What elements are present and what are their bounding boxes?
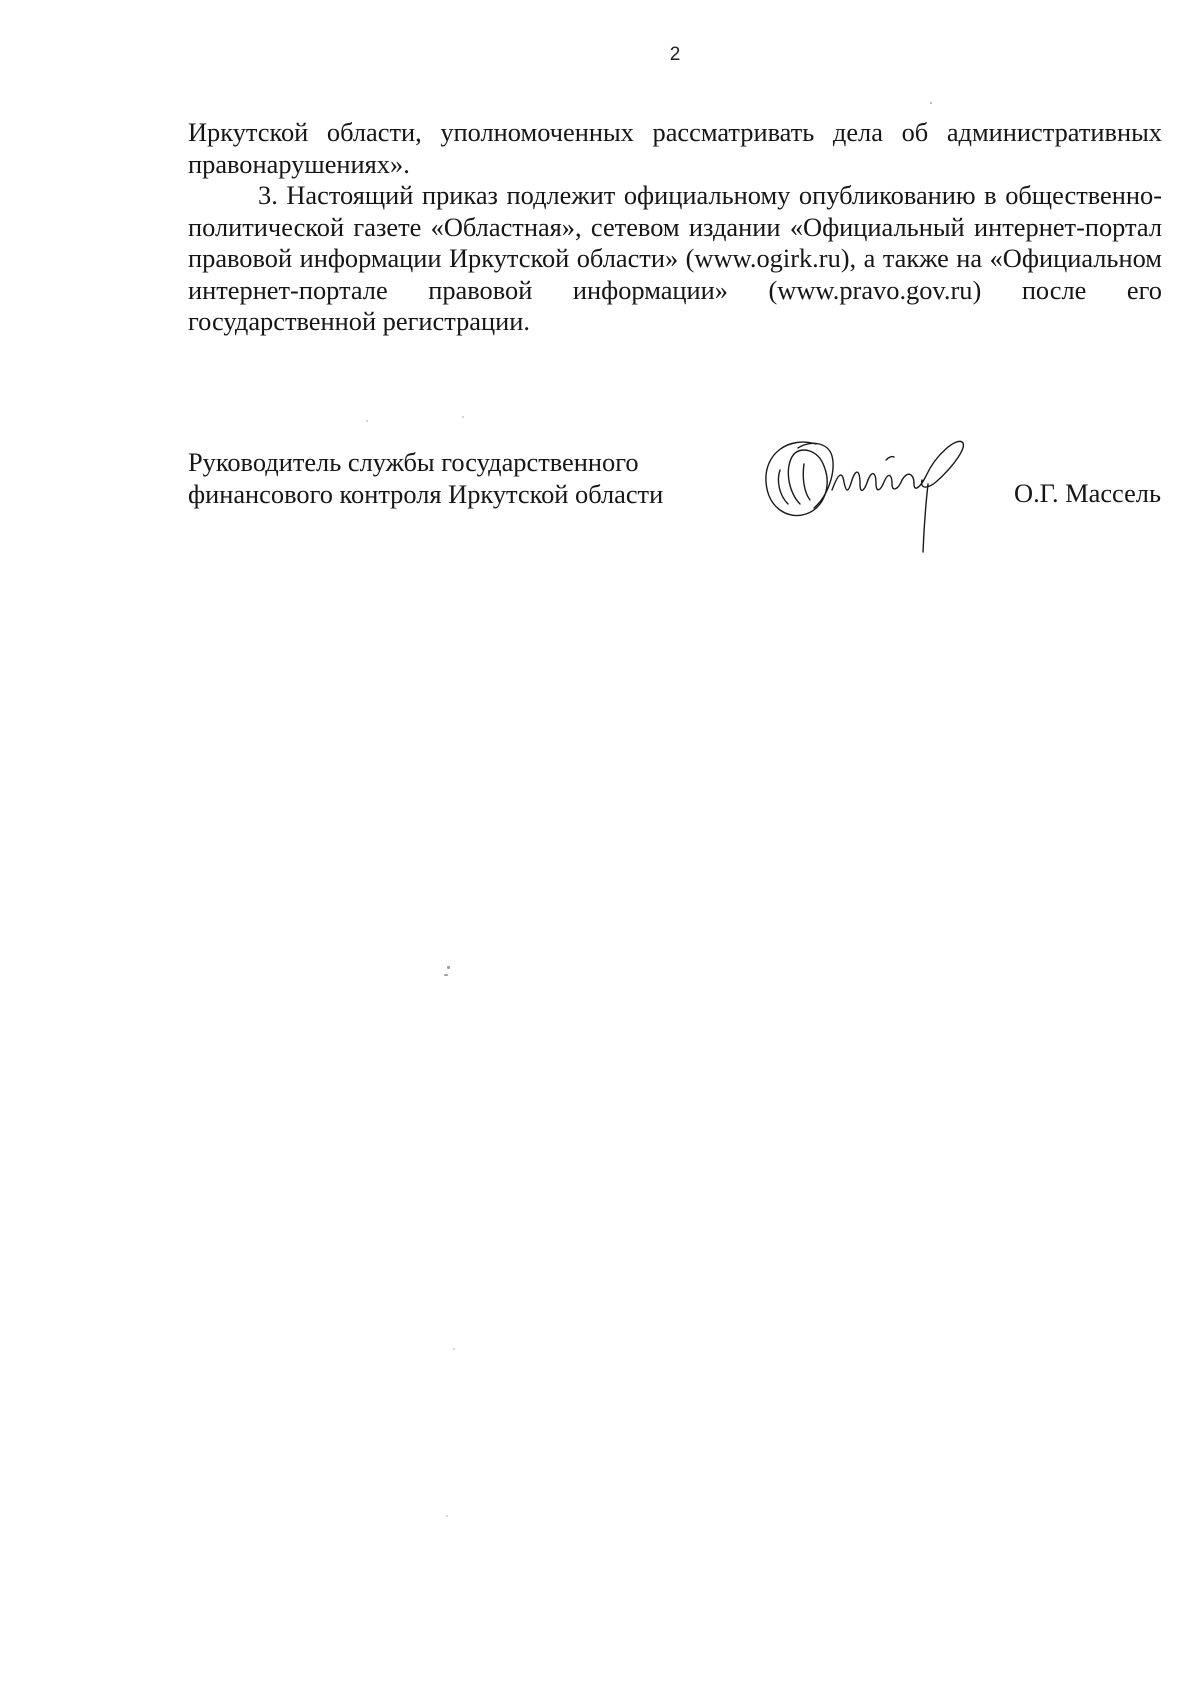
scan-speck xyxy=(930,102,932,104)
scan-speck xyxy=(462,416,464,418)
signer-position xyxy=(188,447,663,510)
scan-speck xyxy=(453,1348,455,1350)
document-body xyxy=(188,117,1162,338)
paragraph-publication: 3. Настоящий приказ подлежит официальному опубликованию в общественно-политической газете «Областная», сетевом издании «Официальный интернет-портал правовой информации Иркутской области» (www.ogirk.ru), а также на «Официальном интернет-портале правовой информации» (www.pravo.gov.ru) после его государственной регистрации. xyxy=(188,180,1162,336)
scan-speck xyxy=(366,420,368,422)
scan-speck xyxy=(444,974,448,976)
scan-speck xyxy=(447,966,450,969)
handwritten-signature-icon xyxy=(758,430,978,555)
paragraph-continuation: Иркутской области, уполномоченных рассматривать дела об административных правонарушениях». xyxy=(188,117,1162,179)
page-number: 2 xyxy=(669,44,681,65)
signer-name: О.Г. Массель xyxy=(1014,478,1161,508)
signer-position-line-2: финансового контроля Иркутской области xyxy=(188,478,664,509)
signer-position-line-1: Руководитель службы государственного xyxy=(188,447,639,477)
scan-speck xyxy=(446,1515,448,1517)
